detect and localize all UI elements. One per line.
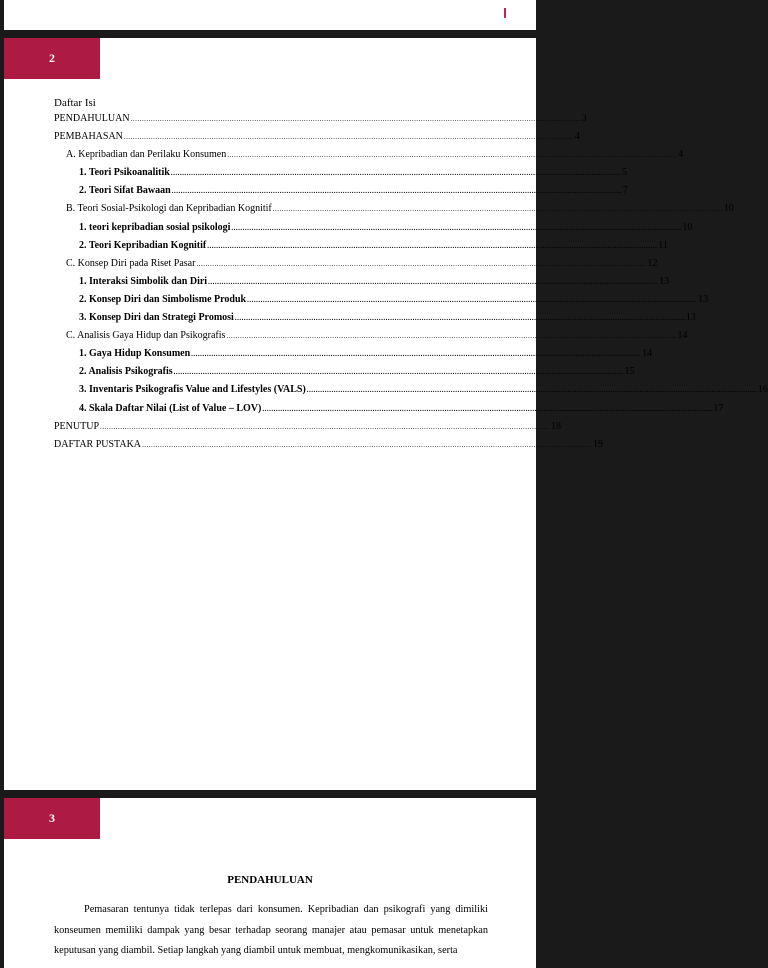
toc-entry-page: 19 [593,438,604,450]
toc-entry-page: 7 [622,185,628,197]
toc-entry-page: 5 [621,167,627,179]
toc-entry-page: 10 [682,221,693,233]
toc-leader: ........................................................................................................................................................................................................ [173,368,624,377]
toc-leader: ........................................................................................................................................................................................................ [100,422,551,431]
toc-entry-label: PENDAHULUAN [54,113,130,124]
toc-entry-page: 14 [677,330,688,342]
toc-entry-label: PENUTUP [54,420,100,432]
toc-entry[interactable] [54,327,688,345]
toc-entry-page: 11 [658,239,668,251]
toc-leader: ........................................................................................................................................................................................................ [262,404,713,413]
toc-entry-page: 4 [678,149,684,161]
toc-entry-page: 17 [713,402,724,414]
toc-entry-page: 14 [642,348,653,360]
toc-entry[interactable] [54,110,587,128]
toc-entry-label: B. Teori Sosial-Psikologi dan Kepribadian Kognitif [66,203,272,215]
toc-leader: ........................................................................................................................................................................................................ [272,205,723,214]
toc-entry-page: 13 [685,312,696,324]
toc-entry-page: 18 [551,420,562,432]
toc-leader: ........................................................................................................................................................................................................ [142,440,593,449]
toc-entry[interactable] [54,436,604,454]
body-paragraph: Pemasaran tentunya tidak terlepas dari konsumen. Kepribadian dan psikografi yang dimiliki konseumen memiliki dampak yang besar terhadap seorang manajer atau pemasar untuk menetapkan keputusan yang diambil. Setiap langkah yang diambil untuk membuat, mengkomunikasikan, serta [54,904,488,956]
toc-entry[interactable] [54,219,693,237]
toc-entry-page: 12 [647,257,658,269]
toc-leader: ........................................................................................................................................................................................................ [171,187,622,196]
toc-entry-page: 13 [659,275,670,287]
toc-leader: ........................................................................................................................................................................................................ [123,133,574,142]
toc-entry-label: 4. Skala Daftar Nilai (List of Value – LOV) [79,402,262,414]
toc-entry[interactable] [54,381,768,399]
toc-entry[interactable] [54,255,658,273]
toc-leader: ........................................................................................................................................................................................................ [170,169,621,178]
page-number-tab: 3 [4,798,100,839]
toc-entry[interactable] [54,345,653,363]
toc-entry-page: 15 [624,366,635,378]
toc-entry-page: 3 [581,113,587,124]
toc-leader: ........................................................................................................................................................................................................ [196,259,647,268]
toc-entry[interactable] [54,237,668,255]
section-title: PENDAHULUAN [227,874,313,886]
toc-entry-label: DAFTAR PUSTAKA [54,438,142,450]
toc-entry-label: PEMBAHASAN [54,131,123,143]
toc-entry-page: 10 [723,203,734,215]
toc-entry-page: 16 [757,384,768,396]
toc-entry-label: 3. Konsep Diri dan Strategi Promosi [79,312,234,324]
toc-entry[interactable] [54,291,709,309]
toc-leader: ........................................................................................................................................................................................................ [130,115,581,123]
toc-entry-label: A. Kepribadian dan Perilaku Konsumen [66,149,227,161]
toc-leader: ........................................................................................................................................................................................................ [234,314,685,323]
toc-entry-label: 3. Inventaris Psikografis Value and Lifestyles (VALS) [79,384,306,396]
toc-entry-label: 1. teori kepribadian sosial psikologi [79,221,231,233]
document-page-2 [4,38,768,790]
toc-entry[interactable] [54,309,696,327]
toc-entry[interactable] [54,182,628,200]
page-marker [504,8,506,18]
toc-entry-label: 2. Teori Kepribadian Kognitif [79,239,207,251]
toc-leader: ........................................................................................................................................................................................................ [207,241,658,250]
toc-entry[interactable] [54,400,724,418]
toc-heading: Daftar Isi [54,97,96,109]
toc-entry-page: 4 [574,131,580,143]
toc-entry[interactable] [54,418,562,436]
toc-leader: ........................................................................................................................................................................................................ [227,151,678,160]
toc-entry[interactable] [54,128,580,146]
page-number-tab: 2 [4,38,100,79]
toc-leader: ........................................................................................................................................................................................................ [191,350,642,359]
toc-entry-label: 1. Gaya Hidup Konsumen [79,348,191,360]
toc-leader: ........................................................................................................................................................................................................ [226,332,677,341]
toc-entry-label: 2. Analisis Psikografis [79,366,173,378]
toc-entry-label: 2. Konsep Diri dan Simbolisme Produk [79,293,247,305]
toc-entry-label: C. Konsep Diri pada Riset Pasar [66,257,196,269]
toc-leader: ........................................................................................................................................................................................................ [208,277,659,286]
toc-entry[interactable] [54,273,670,291]
previous-page-fragment [4,0,536,30]
document-page-3 [4,798,536,968]
toc-entry[interactable] [54,164,627,182]
toc-entry-label: 1. Interaksi Simbolik dan Diri [79,275,208,287]
toc-entry-label: C. Analisis Gaya Hidup dan Psikografis [66,330,226,342]
toc-entry-page: 13 [698,293,709,305]
toc-entry[interactable] [54,146,684,164]
toc-entry-label: 2. Teori Sifat Bawaan [79,185,171,197]
toc-entry[interactable] [54,363,635,381]
toc-entry-label: 1. Teori Psikoanalitik [79,167,170,179]
toc-leader: ........................................................................................................................................................................................................ [231,223,682,232]
toc-leader: ........................................................................................................................................................................................................ [247,295,698,304]
toc-entry[interactable] [54,200,734,218]
toc-leader: ........................................................................................................................................................................................................ [306,386,757,395]
table-of-contents [54,110,768,454]
